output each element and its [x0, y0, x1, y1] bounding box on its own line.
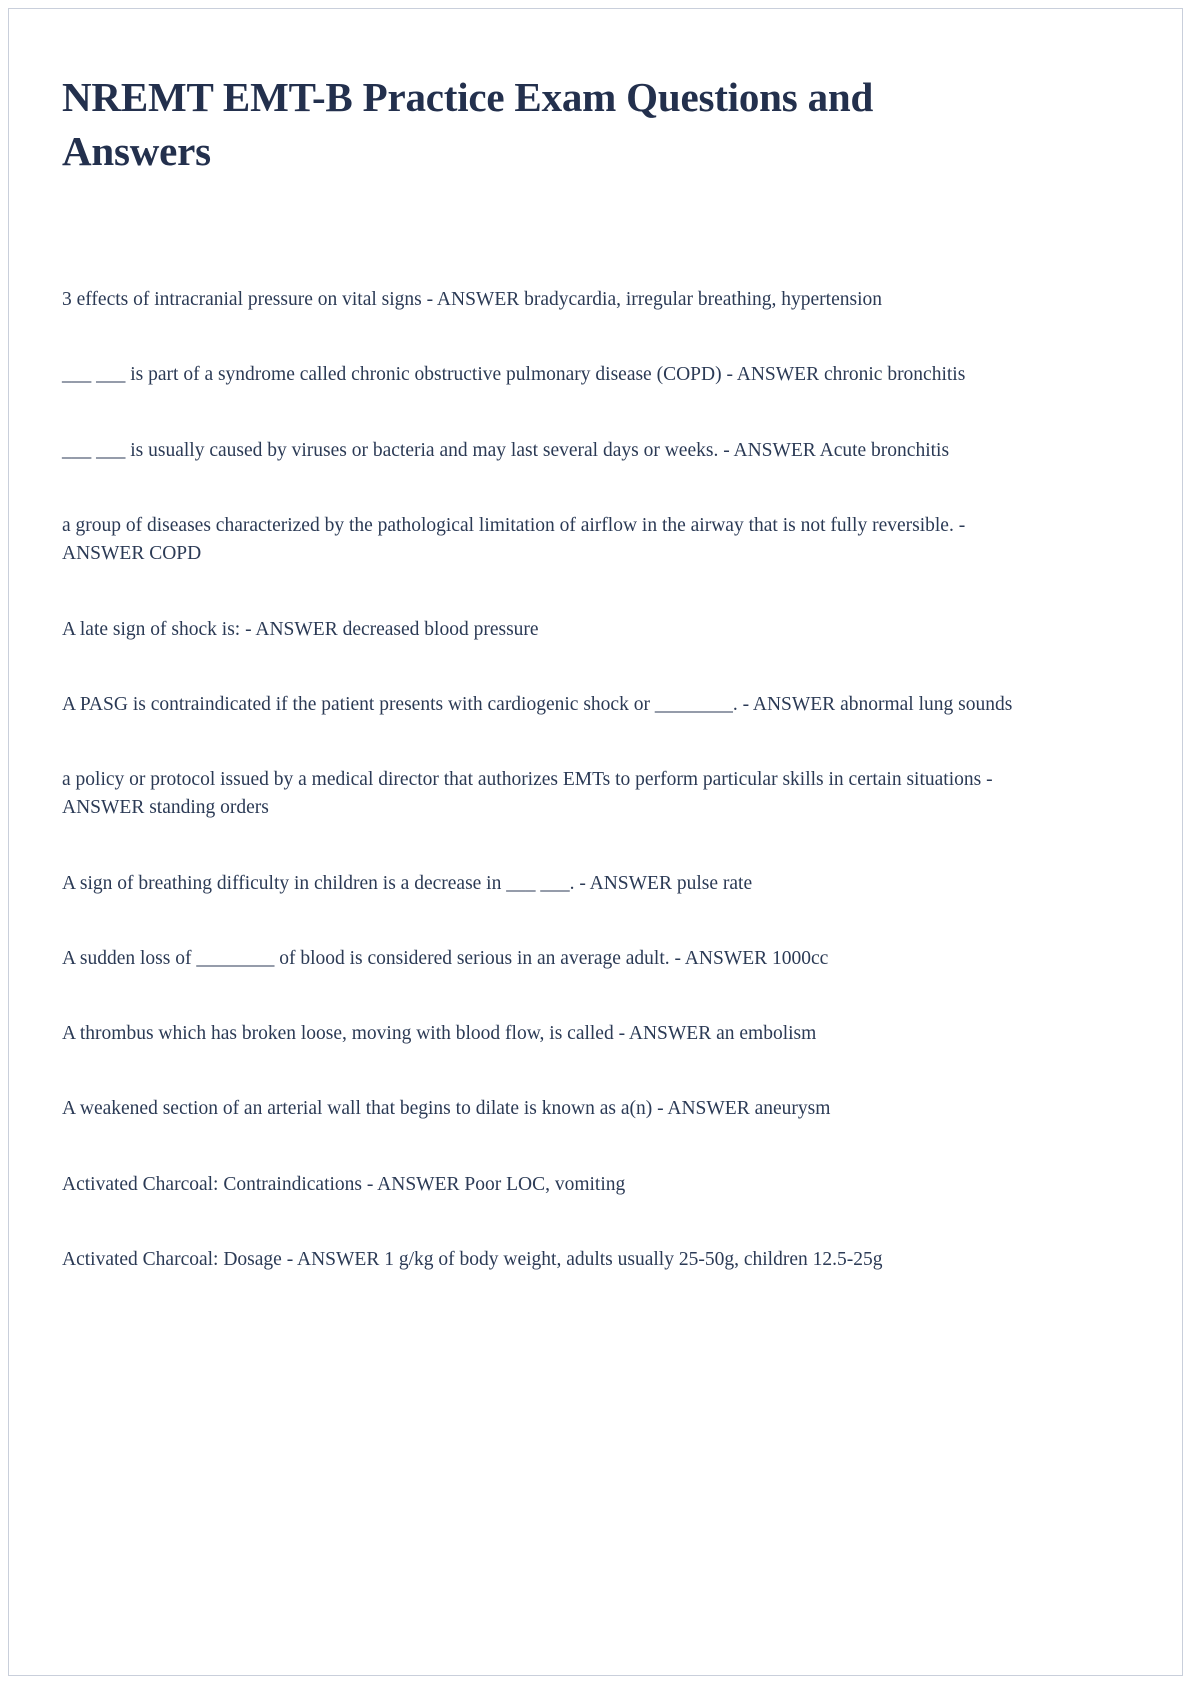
qa-item: A weakened section of an arterial wall that begins to dilate is known as a(n) - ANSWER aneurysm — [62, 1098, 831, 1120]
qa-item: Activated Charcoal: Dosage - ANSWER 1 g/kg of body weight, adults usually 25-50g, children 12.5-25g — [62, 1248, 883, 1270]
qa-list — [62, 286, 1072, 1274]
qa-item: a group of diseases characterized by the pathological limitation of airflow in the airway that is not fully reversible. - ANSWER COPD — [62, 515, 966, 565]
qa-item: A sign of breathing difficulty in children is a decrease in ___ ___. - ANSWER pulse rate — [62, 872, 753, 894]
page-title: NREMT EMT-B Practice Exam Questions and Answers — [62, 74, 874, 175]
qa-item: ___ ___ is usually caused by viruses or bacteria and may last several days or weeks. - ANSWER Acute bronchitis — [62, 439, 950, 461]
qa-item: A sudden loss of ________ of blood is considered serious in an average adult. - ANSWER 1000cc — [62, 947, 829, 969]
qa-item: 3 effects of intracranial pressure on vital signs - ANSWER bradycardia, irregular breathing, hypertension — [62, 289, 882, 311]
qa-item: A late sign of shock is: - ANSWER decreased blood pressure — [62, 618, 539, 640]
qa-item: a policy or protocol issued by a medical director that authorizes EMTs to perform particular skills in certain situations - ANSWER standing orders — [62, 769, 993, 819]
qa-item: ___ ___ is part of a syndrome called chronic obstructive pulmonary disease (COPD) - ANSWER chronic bronchitis — [62, 364, 966, 386]
qa-item: Activated Charcoal: Contraindications - ANSWER Poor LOC, vomiting — [62, 1173, 626, 1195]
document-content — [62, 70, 1072, 1321]
qa-item: A thrombus which has broken loose, moving with blood flow, is called - ANSWER an embolism — [62, 1023, 817, 1045]
qa-item: A PASG is contraindicated if the patient presents with cardiogenic shock or ________. - ANSWER abnormal lung sounds — [62, 693, 1013, 715]
